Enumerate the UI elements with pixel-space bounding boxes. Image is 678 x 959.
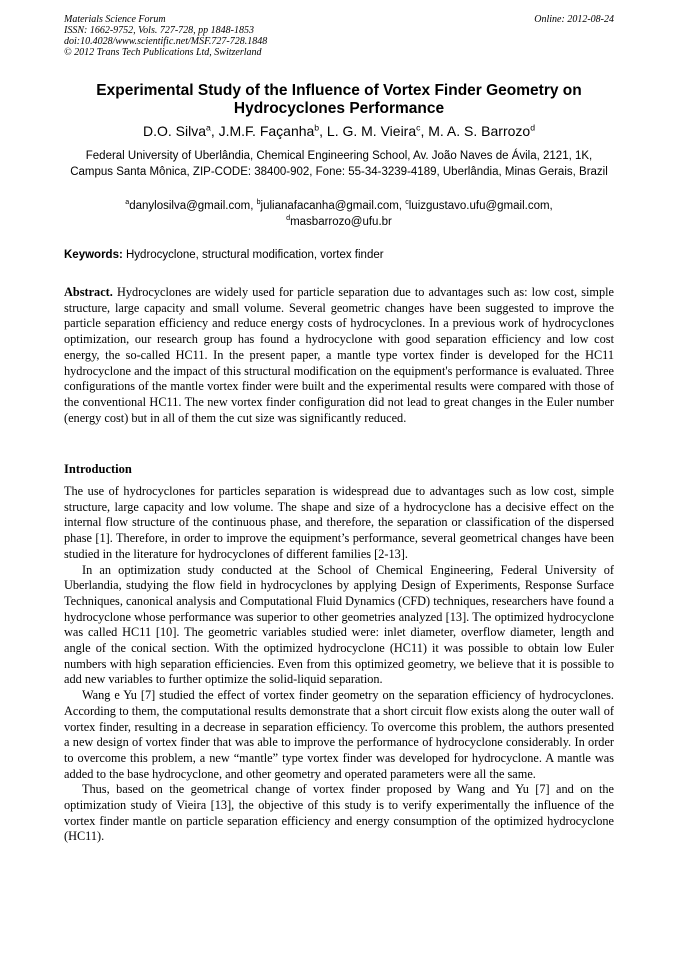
author-name: M. A. S. Barrozo	[428, 123, 531, 139]
email-list: $^a$danylosilva@gmail.com, $^b$julianafacanha@gmail.com, $^c$luizgustavo.ufu@gmail.com, $^d$masbarrozo@ufu.br	[125, 198, 553, 228]
issn-line: ISSN: 1662-9752, Vols. 727-728, pp 1848-1853	[64, 25, 254, 36]
introduction-section	[64, 484, 614, 845]
paper-title: Experimental Study of the Influence of Vortex Finder Geometry on Hydrocyclones Performance	[96, 82, 582, 117]
abstract	[64, 285, 614, 426]
keywords	[64, 248, 614, 263]
email-mark: a	[125, 198, 130, 207]
doi-line: doi:10.4028/www.scientific.net/MSF.727-728.1848	[64, 36, 268, 47]
paragraph: In an optimization study conducted at the School of Chemical Engineering, Federal University of Uberlandia, studying the flow field in hydrocyclones by applying Design of Experiments, Response Surface Techniques, canonical analysis and Computational Fluid Dynamics (CFD) techniques, researchers have found a hydrocyclone whose performance was superior to other geometries analyzed [13]. The optimized hydrocyclone was called HC11 [10]. The geometric variables studied were: inlet diameter, overflow diameter, length and angle of the conical section. With the optimized hydrocyclone (HC11) it was possible to obtain low Euler numbers with high separation efficiencies. Even from this optimized geometry, we believe that it is possible to add new variables to further optimize the solid-liquid separation.	[64, 562, 614, 687]
online-date: Online: 2012-08-24	[534, 14, 614, 25]
section-heading: Introduction	[64, 462, 132, 476]
author-name: L. G. M. Vieira	[326, 123, 417, 139]
email-link[interactable]: luizgustavo.ufu@gmail.com	[408, 200, 550, 212]
author-name: D.O. Silva	[142, 123, 206, 139]
email-link[interactable]: julianafacanha@gmail.com	[260, 200, 399, 212]
email-link[interactable]: danylosilva@gmail.com	[129, 200, 251, 212]
keywords-text: Hydrocyclone, structural modification, vortex finder	[126, 249, 384, 261]
copyright-line: © 2012 Trans Tech Publications Ltd, Switzerland	[64, 47, 262, 58]
abstract-label: Abstract.	[64, 285, 113, 299]
email-mark: c	[405, 198, 409, 207]
email-mark: b	[256, 198, 261, 207]
author-list: D.O. Silva$^a$, J.M.F. Façanha$^b$, L. G. M. Vieira$^c$, M. A. S. Barrozo$^d$	[142, 122, 536, 139]
keywords-label: Keywords:	[64, 249, 123, 261]
email-link[interactable]: masbarrozo@ufu.br	[290, 215, 392, 228]
journal-name: Materials Science Forum	[64, 14, 166, 25]
paragraph: Thus, based on the geometrical change of vortex finder proposed by Wang and Yu [7] and on the optimization study of Vieira [13], the objective of this study is to verify experimentally the influence of the vortex finder mantle on particle separation efficiency and energy consumption of the optimized hydrocyclone (HC11).	[64, 782, 614, 844]
author-mark: a	[205, 122, 211, 133]
paragraph: The use of hydrocyclones for particles separation is widespread due to advantages such as low cost, simple structure, large capacity and low volume. The shape and size of a hydrocyclone has a decisive effect on the internal flow structure of the continuous phase, and therefore, the separation or classification of the dispersed phase [1]. Therefore, in order to improve the equipment’s performance, several geometrical changes have been studied in the literature for hydrocyclones of different families [2-13].	[64, 484, 614, 561]
affiliation: Federal University of Uberlândia, Chemical Engineering School, Av. João Naves de Ávila, 2121, 1K, Campus Santa Mônica, ZIP-CODE: 38400-902, Fone: 55-34-3239-4189, Uberlândia, Minas Gerais, Brazil	[70, 150, 608, 178]
email-mark: d	[286, 213, 291, 222]
journal-header	[64, 14, 614, 58]
author-mark: b	[314, 122, 320, 133]
author-mark: c	[416, 122, 421, 133]
paragraph: Wang e Yu [7] studied the effect of vortex finder geometry on the separation efficiency of hydrocyclones. According to them, the computational results demonstrate that a short circuit flow exists along the outer wall of vortex finder, resulting in a decrease in separation efficiency. To overcome this problem, the authors presented a new design of vortex finder that was able to improve the performance of hydrocyclone considerably. In order to overcome this problem, a new “mantle” type vortex finder was developed for hydrocyclone. A mantle was added to the base hydrocyclone, and other geometry and operated parameters were all the same.	[64, 688, 614, 781]
author-mark: d	[530, 122, 536, 133]
abstract-text: Hydrocyclones are widely used for particle separation due to advantages such as: low cost, simple structure, large capacity and small volume. Several geometric changes have been suggested to improve the particle separation efficiency and reduce energy costs of hydrocyclones. In a previous work of hydrocyclones optimization, our research group has found a hydrocyclone with good separation efficiency and low cost energy, the so-called HC11. In the present paper, a mantle type vortex finder is developed for the HC11 hydrocyclone and the impact of this structural modification on the equipment's performance is evaluated. Three configurations of the mantle vortex finder were built and the experimental results were compared with those of the conventional HC11. The new vortex finder configuration did not lead to great changes in the Euler number (energy cost) but in all of them the cut size was significantly reduced.	[64, 285, 614, 425]
author-name: J.M.F. Façanha	[218, 123, 315, 139]
